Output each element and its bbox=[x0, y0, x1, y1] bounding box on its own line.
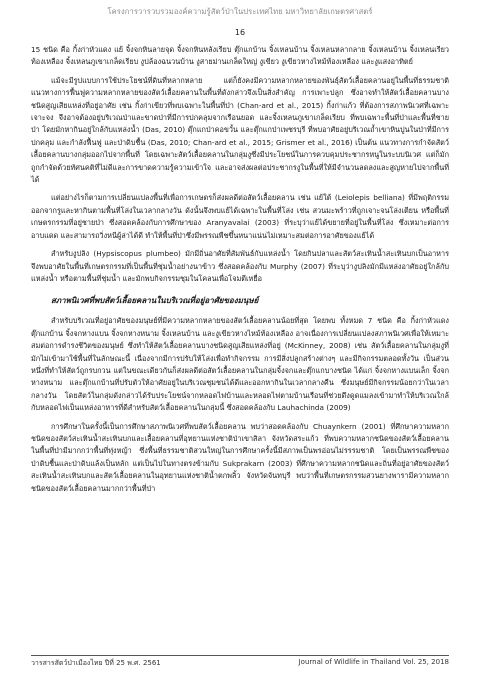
paragraph: การศึกษาในครั้งนี้เป็นการศึกษาสภาพนิเวศที่พบสัตว์เลื้อยคลาน พบว่าสอดคล้องกับ Chuaynkern (2001) ที่ศึกษาความหลากชนิดของสัตว์สะเทินน้ำสะเทินบกและเลื้อยคลานที่อุทยานแห่งชาติป่าเขาสิลา จังหวัดสระแก้ว ที่พบความหลากชนิดของสัตว์เลื้อยคลานในพื้นที่ป่ามีมากกว่าพื้นที่ทุ่งหญ้า ซึ่งพื้นที่ธรรมชาติสวนใหญ่ในการศึกษาครั้งนี้มีสภาพเป็นพรอ่อนไม่รรรมชาติ โดยเป็นพรรณพืชของป่าดิบชื้นและป่าดิบแล้งเป็นหลัก แต่เป็นไปในทางตรงข้ามกับ Sukprakarn (2003) ที่ศึกษาความหลากชนิดและถิ่นที่อยู่อาศัยของสัตว์สะเทินน้ำสะเทินบกและสัตว์เลื้อยคลานในอุทยานแห่งชาติน้ำตกพลิ้ว จังหวัดจันทบุรี พบว่าพื้นที่เกษตรกรรมสวนยางพารามีความหลากชนิดของสัตว์เลื้อยคลานมากกว่าพื้นที่ป่า bbox=[31, 421, 449, 493]
footer-divider bbox=[31, 655, 449, 656]
paragraph: แต่อย่างไรก็ตามการเปลี่ยนแปลงพื้นที่เพื่อการเกษตรก็ส่งผลดีต่อสัตว์เลื้อยคลาน เช่น แย้ใต้ (Leiolepis belliana) ที่มีพฤติกรรมออกจากรูและหากินตามพื้นที่โล่งในเวลากลางวัน ดังนั้นจึงพบแย้ได้เฉพาะในพื้นที่โล่ง เช่น สวนมะพร้าวที่ถูกเจาะจนโล่งเตียน หรือพื้นที่เกษตรกรรมที่อยู่ชายป่า ซึ่งสอดคล้องกับการศึกษาของ Aranyavalai (2003) ที่ระบุว่าแย้ได้ขยายที่อยู่ในพื้นที่โล่ง ซึ่งเหมาะต่อการอาบแดด และสามารถวิ่งหนีผู้ล่าได้ดี ทำให้พื้นที่ป่าซึ่งมีพรรณพืชขึ้นหนาแน่นไม่เหมาะสมต่อการอาศัยของแย้ได้ bbox=[31, 193, 449, 240]
page-footer bbox=[31, 658, 449, 669]
paragraph: สำหรับงูปลิง (Hypsiscopus plumbeo) มักมีถิ่นอาศัยที่สัมพันธ์กับแหล่งน้ำ โดยกินปลาและสัตว์สะเทินน้ำสะเทินบกเป็นอาหาร จึงพบอาศัยในพื้นที่เกษตรกรรมที่เป็นพื้นที่ชุ่มน้ำอย่างนาข้าว ซึ่งสอดคล้องกับ Murphy (2007) ที่ระบุว่างูปลิงมักมีแหล่งอาศัยอยู่ใกล้กับแหล่งน้ำ หรือตามพื้นที่ชุ่มน้ำ และมักพบกิจกรรมชุมในโคลนเพื่อโจมตีเหยื่อ bbox=[31, 249, 449, 283]
paragraph: แม้จะมีรูปแบบการใช้ประโยชน์ที่ดินที่หลากหลาย แต่ก็ยังคงมีความหลากหลายของพันธุ์สัตว์เลื้อยคลานอยู่ในพื้นที่ธรรมชาติ แนวทางการฟื้นฟูความหลากหลายของสัตว์เลื้อยคลานในพื้นที่ดังกล่าวจึงเป็นสิ่งสำคัญ การเพาะปลูก ซึ่งอาจทำให้สัตว์เลื้อยคลานบางชนิดสูญเสียแหล่งที่อยู่อาศัย เช่น กิ้งก่าเขียวที่พบเฉพาะในพื้นที่ป่า (Chan-ard et al., 2015) กิ้งก่าแก้ว ที่ต้องการสภาพนิเวศที่เฉพาะเจาะจง จึงอาจต้องอยู่บริเวณป่าและขาดป่าที่มีการปกคลุมจากเรือนยอด และจิ้งเหลนภูเขาเกล็ดเรียบ ที่พบเฉพาะพื้นที่ป่าและพื้นที่ชายป่า โดยมักหากินอยู่ใกล้กับแหล่งน้ำ (Das, 2010) ตุ๊กแกป่าคอขวั้น และตุ๊กแกป่าเพชรบุรี ที่พบอาศัยอยู่บริเวณถ้ำเขาหินปูนในป่าที่มีการปกคลุม และกำลังฟื้นฟู และป่าดิบชื้น (Das, 2010; Chan-ard et al., 2015; Grismer et al., 2016) เป็นต้น แนวทางการกำจัดสัตว์เลื้อยคลานบางกลุ่มออกไปจากพื้นที่ โดยเฉพาะสัตว์เลื้อยคลานในกลุ่มงูซึ่งมีประโยชน์ในการควบคุมประชากรหนูในระบบนิเวศ แต่ก็มักถูกกำจัดด้วยทัศนคติที่ไม่ดีและการขาดความรู้ความเข้าใจ และอาจส่งผลต่อประชากรงูในพื้นที่ให้มีจำนวนลดลงและสูญหายไปจากพื้นที่ได้ bbox=[31, 75, 449, 185]
article-body bbox=[31, 44, 449, 501]
section-heading: สภาพนิเวศที่พบสัตว์เลื้อยคลานในบริเวณที่อยู่อาศัยของมนุษย์ bbox=[51, 296, 259, 306]
running-header: โครงการวารวบรวมองค์ความรู้สัตว์ป่าในประเทศไทย มหาวิทยาลัยเกษตรศาสตร์ bbox=[107, 7, 373, 16]
paragraph: สำหรับบริเวณที่อยู่อาศัยของมนุษย์ที่มีความหลากหลายของสัตว์เลื้อยคลานน้อยที่สุด โดยพบ ทั้งหมด 7 ชนิด คือ กิ้งก่าหัวแดง ตุ๊กแกบ้าน จิ้งจกหางแบน จิ้งจกหางหนาม จิ้งเหลนบ้าน และงูเขียวหางไหม้ท้องเหลือง อาจเนื่องการเปลี่ยนแปลงสภาพนิเวศเพื่อให้เหมาะสมต่อการดำรงชีวิตของมนุษย์ ซึ่งทำให้สัตว์เลื้อยคลานบางชนิดสูญเสียแหล่งที่อยู่ (McKinney, 2008) เช่น สัตว์เลื้อยคลานในกลุ่มงูที่มักไม่เข้ามาใช้พื้นที่ในลักษณะนี้ เนื่องจากมีการปรับให้โล่งเพื่อทำกิจกรรม การมีสิ่งปลูกสร้างต่างๆ และมีกิจกรรมตลอดทั้งวัน เป็นส่วนหนึ่งที่ทำให้สัตว์ถูกรบกวน แต่ในขณะเดียวกันก็ส่งผลดีต่อสัตว์เลื้อยคลานในกลุ่มจิ้งจกและตุ๊กแกบางชนิด ได้แก่ จิ้งจกหางแบนเล็ก จิ้งจกหางหนาม และตุ๊กแกบ้านที่ปรับตัวให้อาศัยอยู่ในบริเวณชุมชนได้ดีและออกหากินในเวลากลางคืน ซึ่งมนุษย์มีกิจกรรมน้อยกว่าในเวลากลางวัน โดยสัตว์ในกลุ่มดังกล่าวได้รับประโยชน์จากหลอดไฟบ้านและหลอดไฟตามบ้านเรือนที่ช่วยดึงดูดแมลงเข้ามาทำให้บริเวณใกล้กับหลอดไฟเป็นแหล่งอาหารที่ดีสำหรับสัตว์เลื้อยคลานในกลุ่มนี้ ซึ่งสอดคล้องกับ Lauhachinda (2009) bbox=[31, 316, 449, 413]
footer-journal-english: Journal of Wildlife in Thailand Vol. 25, 2018 bbox=[298, 658, 449, 666]
paragraph: 15 ชนิด คือ กิ้งก่าหัวแดง แย้ จิ้งจกหินลายจุด จิ้งจกหินหลังเรียบ ตุ๊กแกบ้าน จิ้งเหลนบ้าน จิ้งเหลนหลากลาย จิ้งเหลนบ้าน จิ้งเหลนเรียวท้องเหลือง จิ้งเหลนภูเขาเกล็ดเรียบ งูปล้องฉนวนบ้าน งูสายม่านเกล็ดใหญ่ งูเขียว งูเขียวหางไหม้ท้องเหลือง และงูแสงอาทิตย์ bbox=[31, 45, 449, 67]
page-number: 16 bbox=[234, 28, 246, 37]
footer-journal-thai: วารสารสัตว์ป่าเมืองไทย ปีที่ 25 พ.ศ. 2561 bbox=[31, 659, 161, 667]
